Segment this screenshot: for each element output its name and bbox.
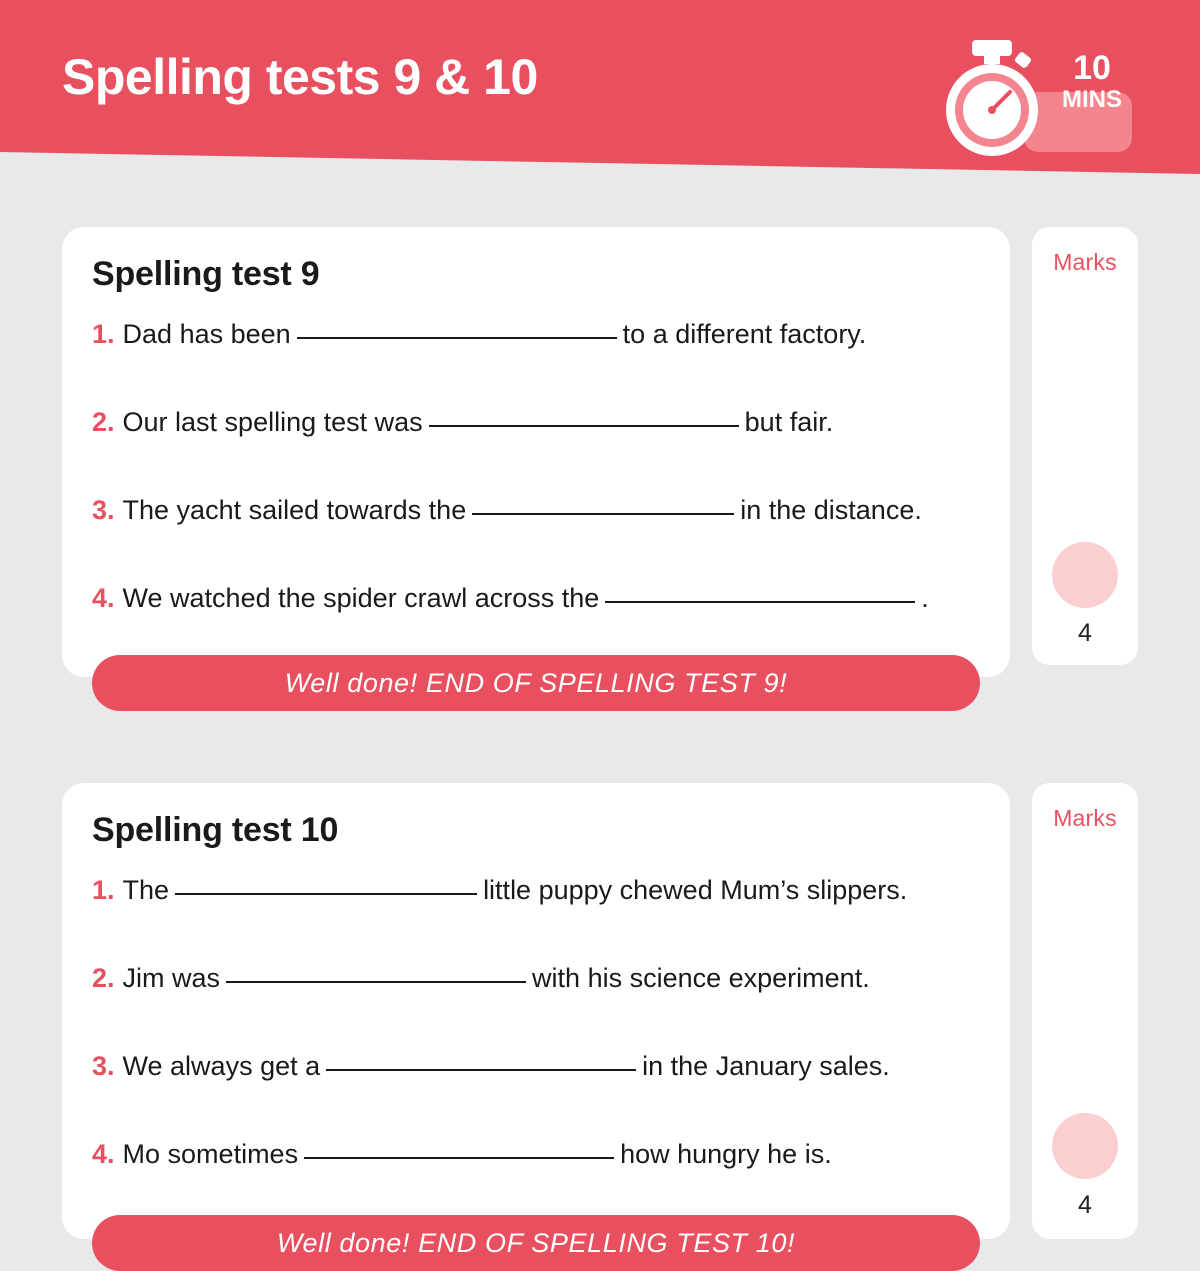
question-text-before: We always get a <box>122 1051 321 1081</box>
answer-blank[interactable] <box>472 513 734 515</box>
page-title: Spelling tests 9 & 10 <box>62 49 538 105</box>
question-number: 2. <box>92 407 115 437</box>
test-card-10 <box>62 783 1010 1258</box>
question-text-before: Jim was <box>122 963 221 993</box>
marks-score-circle[interactable] <box>1052 542 1118 608</box>
test-heading-10: Spelling test 10 <box>92 811 339 849</box>
answer-blank[interactable] <box>326 1069 636 1071</box>
question-number: 2. <box>92 963 115 993</box>
answer-blank[interactable] <box>605 601 915 603</box>
answer-blank[interactable] <box>304 1157 614 1159</box>
question-text-before: Dad has been <box>122 319 291 349</box>
timer-value: 10 <box>1073 49 1111 87</box>
question-text-before: The yacht sailed towards the <box>122 495 467 525</box>
marks-column-10 <box>1032 783 1138 1239</box>
question-text-before: Our last spelling test was <box>122 407 423 437</box>
question-text-before: The <box>122 875 170 905</box>
answer-blank[interactable] <box>226 981 526 983</box>
worksheet-body <box>0 175 1200 1258</box>
marks-total: 4 <box>1078 1191 1092 1219</box>
question-text-after: . <box>921 583 929 613</box>
page-header <box>0 0 1200 175</box>
question-number: 3. <box>92 1051 115 1081</box>
answer-blank[interactable] <box>429 425 739 427</box>
test-card-9 <box>62 227 1010 698</box>
question-text-after: how hungry he is. <box>620 1139 832 1169</box>
question-row <box>92 583 992 614</box>
question-row <box>92 407 992 438</box>
timer-badge <box>942 30 1142 160</box>
question-row <box>92 963 992 994</box>
marks-label: Marks <box>1053 805 1117 831</box>
question-number: 4. <box>92 1139 115 1169</box>
timer-unit: MINS <box>1062 86 1122 113</box>
question-row <box>92 875 992 906</box>
marks-total: 4 <box>1078 619 1092 647</box>
question-text-before: Mo sometimes <box>122 1139 299 1169</box>
question-row <box>92 319 992 350</box>
question-number: 1. <box>92 875 115 905</box>
marks-label: Marks <box>1053 249 1117 275</box>
question-text-after: in the January sales. <box>642 1051 890 1081</box>
question-row <box>92 495 992 526</box>
question-row <box>92 1139 992 1170</box>
question-text-after: in the distance. <box>740 495 922 525</box>
answer-blank[interactable] <box>297 337 617 339</box>
end-of-test-banner-10: Well done! END OF SPELLING TEST 10! <box>92 1215 980 1271</box>
marks-score-circle[interactable] <box>1052 1113 1118 1179</box>
end-of-test-banner-9: Well done! END OF SPELLING TEST 9! <box>92 655 980 711</box>
question-text-after: but fair. <box>744 407 834 437</box>
marks-column-9 <box>1032 227 1138 665</box>
question-text-after: with his science experiment. <box>532 963 870 993</box>
question-text-before: We watched the spider crawl across the <box>122 583 600 613</box>
question-number: 3. <box>92 495 115 525</box>
header-swoosh-divider <box>0 152 1200 175</box>
question-number: 4. <box>92 583 115 613</box>
question-text-after: to a different factory. <box>622 319 867 349</box>
test-heading-9: Spelling test 9 <box>92 255 320 293</box>
question-text-after: little puppy chewed Mum’s slippers. <box>483 875 908 905</box>
question-number: 1. <box>92 319 115 349</box>
answer-blank[interactable] <box>175 893 477 895</box>
question-row <box>92 1051 992 1082</box>
